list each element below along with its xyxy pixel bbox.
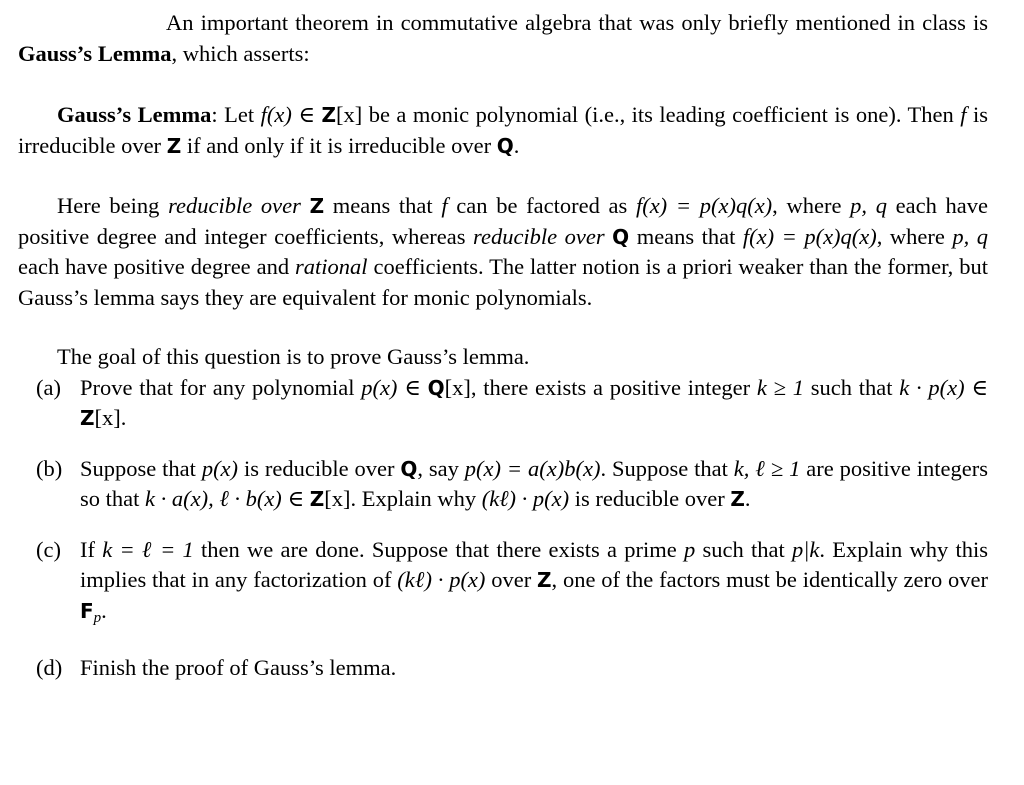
item-text: Suppose that	[80, 455, 202, 481]
goal-paragraph: The goal of this question is to prove Gauss’s lemma.	[57, 344, 530, 369]
question-list	[18, 373, 988, 684]
item-label: (d)	[36, 655, 63, 680]
item-text: , one of the factors must be identically zero over	[551, 567, 988, 592]
statement-text: be a monic polynomial (i.e., its leading coefficient is one). Then	[362, 102, 961, 127]
math-f: f	[441, 193, 448, 218]
statement-text: is irreducible over	[18, 102, 989, 158]
definition-text: , where	[772, 193, 851, 218]
math-integers: Z	[309, 487, 325, 511]
definition-text: each have positive degree and integer coefficients, whereas	[18, 193, 989, 249]
term-reducible-over: reducible over	[473, 223, 605, 249]
math-integers: Z	[730, 487, 745, 511]
intro-text: An important theorem in commutative algebra that was only briefly mentioned in class is	[166, 10, 988, 35]
item-text: . Suppose that	[600, 455, 734, 481]
lemma-label: Gauss’s Lemma	[57, 102, 212, 127]
math-klp: (kℓ) · p(x)	[481, 486, 570, 511]
term-reducible-over: reducible over	[168, 193, 301, 218]
math-p-divides-k: p|k	[791, 536, 820, 562]
math-subscript-p: p	[93, 609, 102, 626]
intro-text-end: , which asserts:	[171, 40, 310, 66]
math-kl1: k = ℓ = 1	[102, 536, 194, 562]
item-text: , say	[417, 455, 465, 481]
definition-text: means that	[324, 193, 442, 218]
item-text: [x]. Explain why	[324, 486, 482, 511]
item-text: [x], there exists a positive integer	[444, 374, 757, 400]
math-kpx: k · p(x)	[899, 374, 965, 400]
question-item-b	[18, 454, 988, 515]
definition-text: each have positive degree and	[18, 254, 296, 279]
math-integers: Z	[321, 103, 336, 127]
math-factorization: p(x) = a(x)b(x)	[464, 455, 601, 481]
math-klp: (kℓ) · p(x)	[397, 567, 486, 592]
math-px: p(x)	[201, 455, 239, 481]
math-bracket-x: [x]	[335, 102, 363, 127]
math-p: p	[684, 536, 696, 562]
item-label: (b)	[36, 455, 63, 481]
item-text: If	[80, 536, 103, 562]
math-in: ∈	[964, 374, 989, 400]
math-integers: Z	[80, 406, 95, 430]
definition-text: can be factored as	[447, 193, 636, 218]
math-pq: p, q	[850, 193, 887, 218]
term-rational: rational	[295, 254, 368, 279]
definition-paragraph	[18, 191, 988, 313]
item-text: [x].	[94, 405, 127, 430]
statement-text: .	[513, 132, 520, 158]
definition-text: Here being	[57, 193, 169, 218]
math-factorization: f(x) = p(x)q(x)	[635, 193, 773, 218]
item-text: such that	[695, 536, 792, 562]
math-finite-field: F	[80, 598, 94, 623]
math-pq: p, q	[952, 223, 989, 249]
math-in: ∈	[281, 486, 310, 511]
math-k-ge: k ≥ 1	[756, 374, 805, 400]
statement-text: if and only if it is irreducible over	[181, 132, 497, 158]
statement-text: : Let	[211, 102, 261, 127]
question-item-a	[18, 373, 988, 434]
item-text: .	[101, 597, 107, 623]
definition-text: means that	[629, 223, 743, 249]
item-text: are positive integers so that	[80, 455, 989, 511]
item-label: (c)	[36, 536, 61, 562]
math-ka-lb: k · a(x), ℓ · b(x)	[145, 486, 282, 511]
lemma-statement	[18, 100, 988, 161]
math-factorization: f(x) = p(x)q(x)	[742, 223, 877, 249]
definition-text: coefficients. The latter notion is a priori weaker than the former, but Gauss’s lemma says they are equivalent for monic polynomials.	[18, 254, 988, 310]
math-integers: Z	[537, 568, 552, 592]
math-fx: f(x)	[260, 102, 292, 127]
item-text: .	[744, 486, 751, 511]
item-text: Prove that for any polynomial	[80, 374, 362, 400]
math-in: ∈	[291, 102, 322, 127]
item-text: is reducible over	[569, 486, 731, 511]
item-text: over	[485, 567, 538, 592]
math-px: p(x)	[361, 374, 398, 400]
item-text: . Explain why this implies that in any factorization of	[80, 536, 988, 592]
item-text: such that	[804, 374, 900, 400]
math-in: ∈	[397, 374, 428, 400]
item-label: (a)	[36, 374, 61, 400]
math-rationals: Q	[427, 375, 445, 400]
item-text: Finish the proof of Gauss’s lemma.	[80, 655, 397, 680]
math-integers: Z	[166, 133, 182, 158]
lemma-name: Gauss’s Lemma	[18, 40, 172, 66]
math-kl: k, ℓ ≥ 1	[733, 455, 801, 481]
math-integers: Z	[309, 194, 325, 218]
question-item-d	[18, 653, 988, 684]
definition-text: , where	[876, 223, 953, 249]
item-text: then we are done. Suppose that there exists a prime	[193, 536, 684, 562]
math-f: f	[960, 102, 967, 127]
intro-paragraph	[18, 8, 988, 69]
item-text: is reducible over	[238, 455, 401, 481]
math-rationals: Q	[496, 133, 514, 158]
math-rationals: Q	[400, 456, 418, 481]
question-item-c	[18, 535, 988, 634]
math-rationals: Q	[612, 224, 630, 249]
